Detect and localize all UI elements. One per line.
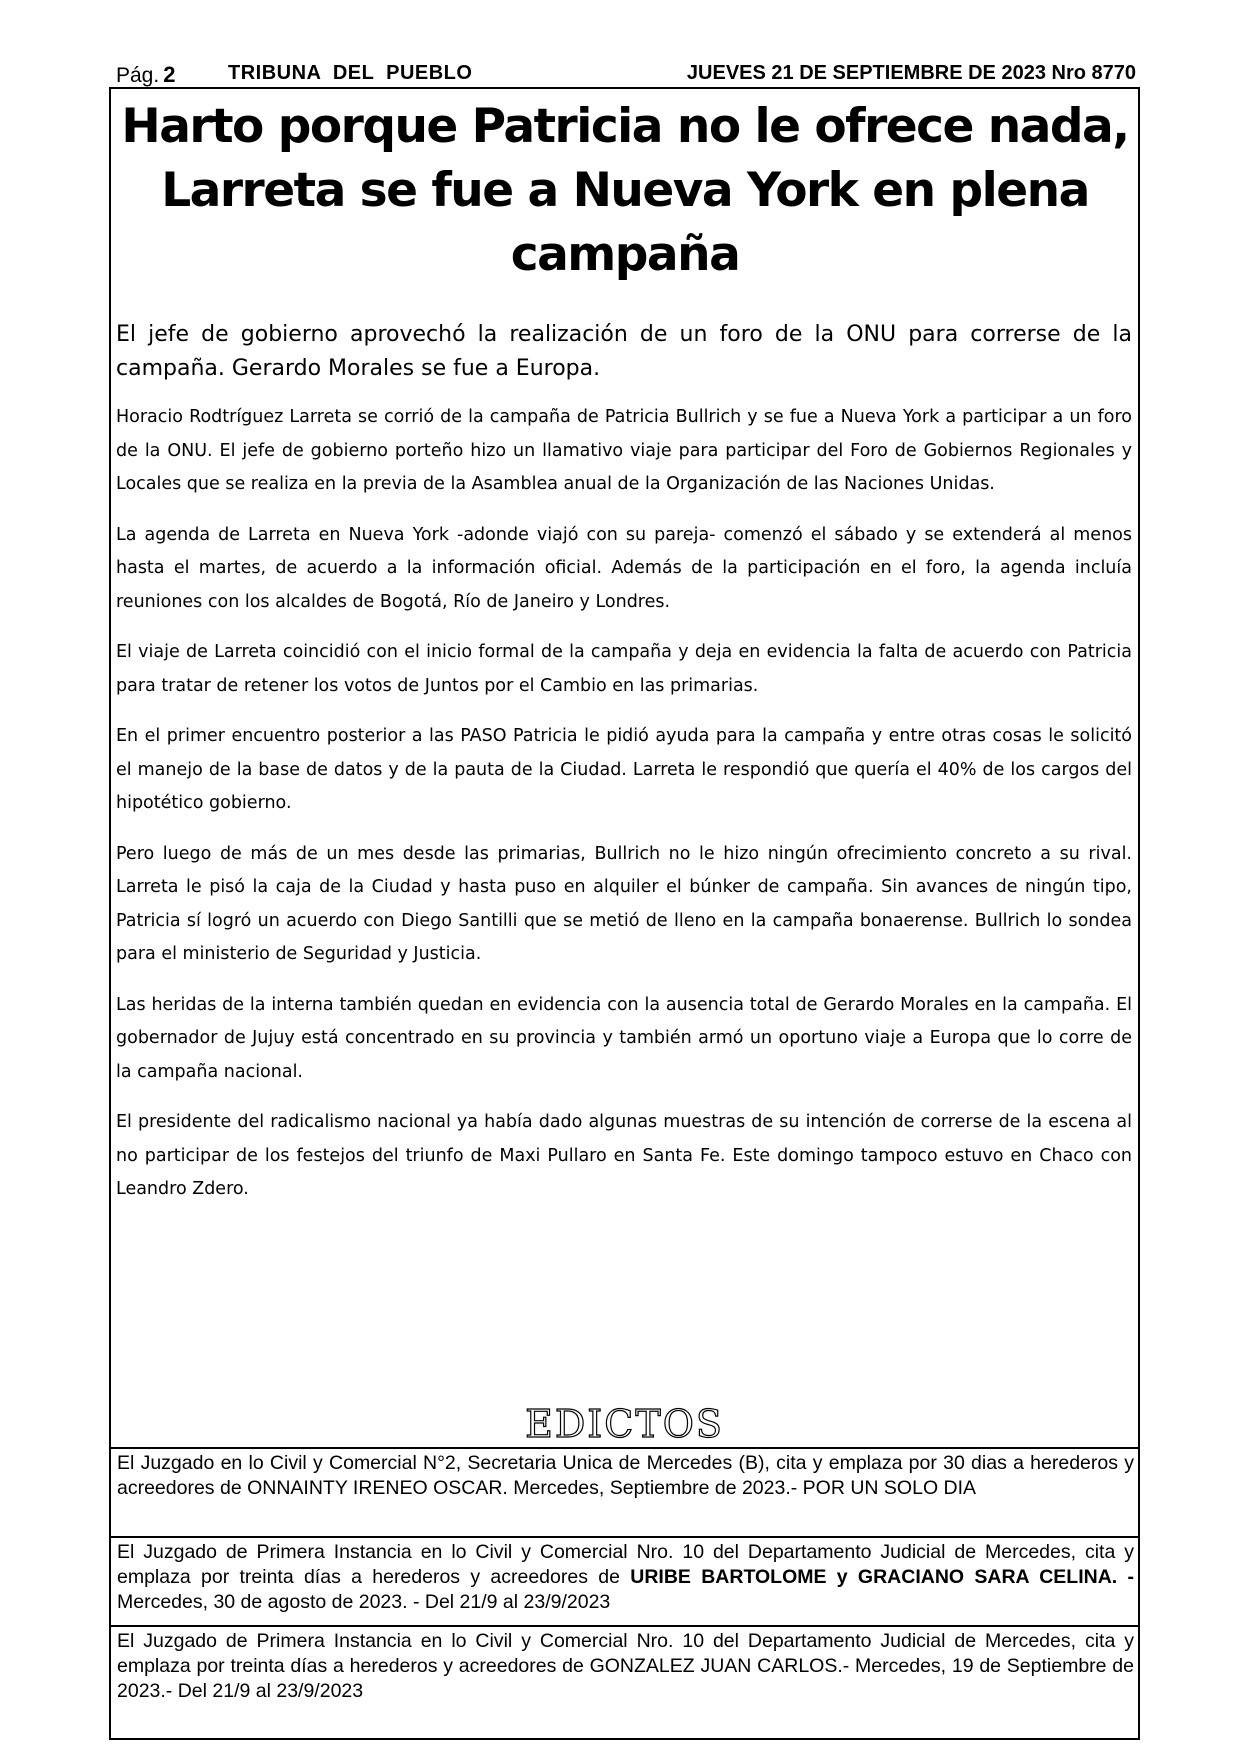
article-paragraph: Las heridas de la interna también quedan en evidencia con la ausencia total de Gerardo Morales en la campaña. El gobernador de Jujuy está concentrado en su provincia y también armó un oportuno viaje a Europa que lo corre de la campaña nacional. (116, 994, 1132, 1082)
article-paragraph: El viaje de Larreta coincidió con el inicio formal de la campaña y deja en evidencia la falta de acuerdo con Patricia para tratar de retener los votos de Juntos por el Cambio en las primarias. (116, 642, 1132, 696)
article-paragraph: La agenda de Larreta en Nueva York -adonde viajó con su pareja- comenzó el sábado y se extenderá al menos hasta el martes, de acuerdo a la información oficial. Además de la participación en el foro, la agenda incluía reuniones con los alcaldes de Bogotá, Río de Janeiro y Londres. (116, 524, 1132, 612)
edicto-notice (109, 1447, 1140, 1536)
page-label-text: Pág. (116, 64, 160, 87)
headline-line: Harto porque Patricia no le ofrece nada, (121, 99, 1129, 154)
edicto-text (109, 1538, 1140, 1615)
edicto-text: El Juzgado de Primera Instancia en lo Civil y Comercial Nro. 10 del Departamento Judicial de Mercedes, cita y emplaza por treinta días a herederos y acreedores de GONZALEZ JUAN CARLOS.- Mercedes, 19 de Septiembre de 2023.- Del 21/9 al 23/9/2023 (117, 1630, 1134, 1702)
edicto-notice (109, 1625, 1140, 1714)
article-body (116, 318, 1132, 1224)
article-paragraph: Pero luego de más de un mes desde las primarias, Bullrich no le hizo ningún ofrecimiento concreto a su rival. Larreta le pisó la caja de la Ciudad y hasta puso en alquiler el búnker de campaña. Sin avances de ningún tipo, Patricia sí logró un acuerdo con Diego Santilli que se metió de lleno en la campaña bonaerense. Bullrich lo sondea para el ministerio de Seguridad y Justicia. (116, 843, 1132, 964)
headline (120, 95, 1130, 287)
article-paragraph: En el primer encuentro posterior a las PASO Patricia le pidió ayuda para la campaña y entre otras cosas le solicitó el manejo de la base de datos y de la pauta de la Ciudad. Larreta le respondió que quería el 40% de los cargos del hipotético gobierno. (116, 726, 1132, 813)
page-number: 2 (163, 62, 176, 87)
edicto-notice (109, 1536, 1140, 1625)
page-header (116, 60, 1136, 90)
article-subtitle: El jefe de gobierno aprovechó la realización de un foro de la ONU para correrse de la campaña. Gerardo Morales se fue a Europa. (116, 322, 1132, 381)
headline-line: campaña (510, 227, 740, 282)
newspaper-name: TRIBUNA DEL PUEBLO (228, 62, 473, 84)
issue-date: JUEVES 21 DE SEPTIEMBRE DE 2023 Nro 8770 (686, 62, 1136, 84)
edicto-text-before: El Juzgado de Primera Instancia en lo Civil y Comercial Nro. 10 del Departamento Judicial de Mercedes, cita y emplaza por treinta días a herederos y acreedores de (117, 1541, 1134, 1588)
edicto-text: El Juzgado en lo Civil y Comercial N°2, Secretaria Unica de Mercedes (B), cita y emplaza por 30 dias a herederos y acreedores de ONNAINTY IRENEO OSCAR. Mercedes, Septiembre de 2023.- POR UN SOLO DIA (117, 1452, 1134, 1499)
edictos-title: EDICTOS (525, 1402, 724, 1446)
page-number-label (116, 62, 175, 88)
headline-line: Larreta se fue a Nueva York en plena (161, 163, 1089, 218)
edicto-names: URIBE BARTOLOME y GRACIANO SARA CELINA. - (630, 1566, 1134, 1588)
article-paragraph: Horacio Rodtríguez Larreta se corrió de la campaña de Patricia Bullrich y se fue a Nueva York a participar a un foro de la ONU. El jefe de gobierno porteño hizo un llamativo viaje para participar del Foro de Gobiernos Regionales y Locales que se realiza en la previa de la Asamblea anual de la Organización de las Naciones Unidas. (116, 407, 1132, 494)
edicto-text-after: Mercedes, 30 de agosto de 2023. - Del 21/9 al 23/9/2023 (117, 1591, 611, 1613)
article-paragraph: El presidente del radicalismo nacional ya había dado algunas muestras de su intención de correrse de la escena al no participar de los festejos del triunfo de Maxi Pullaro en Santa Fe. Este domingo tampoco estuvo en Chaco con Leandro Zdero. (116, 1112, 1132, 1199)
